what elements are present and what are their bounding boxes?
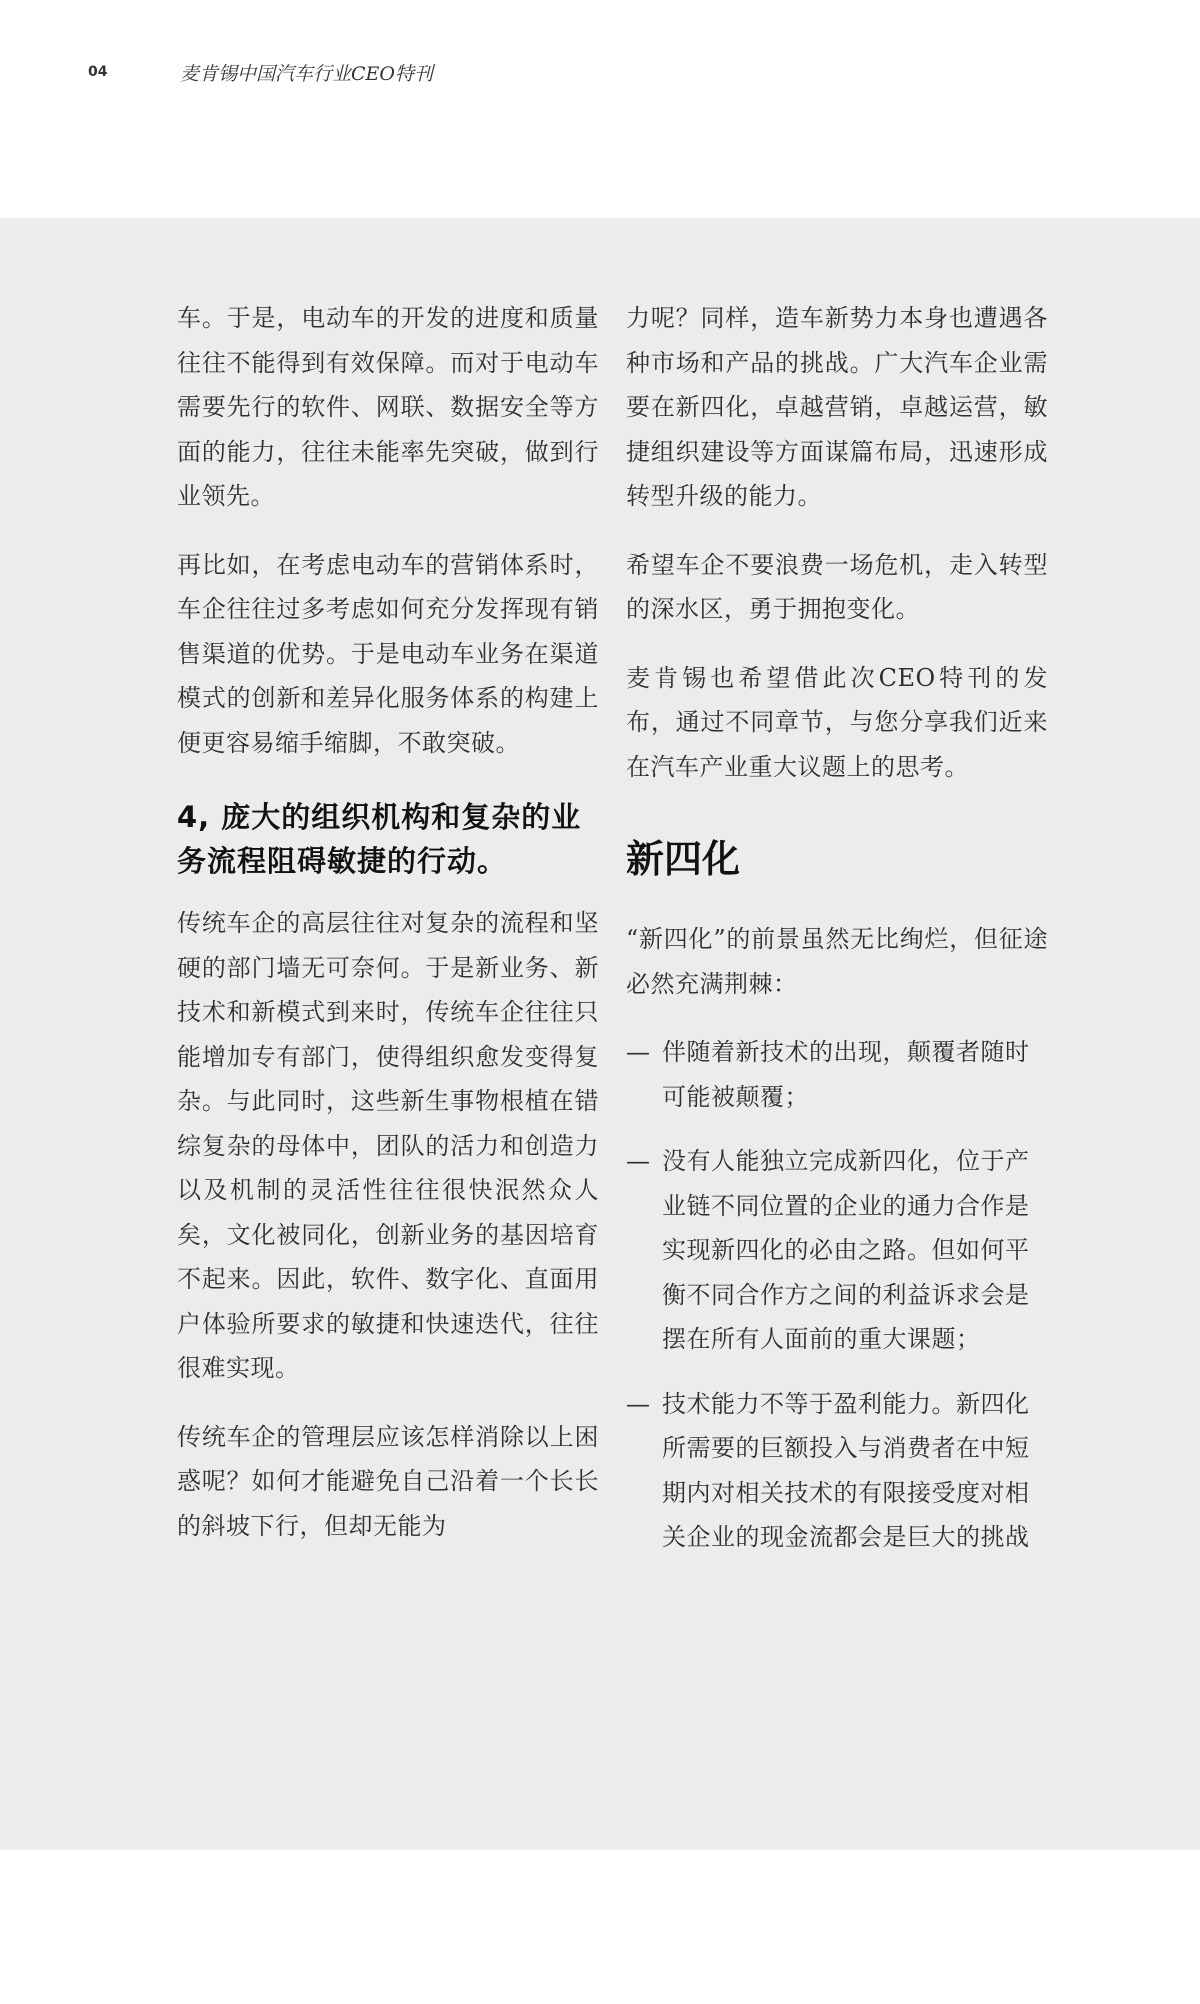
body-paragraph: 再比如，在考虑电动车的营销体系时，车企往往过多考虑如何充分发挥现有销售渠道的优势。于是电动车业务在渠道模式的创新和差异化服务体系的构建上便更容易缩手缩脚，不敢突破。 [177,550,599,757]
page-header [88,52,1200,92]
body-paragraph: 力呢？同样，造车新势力本身也遭遇各种市场和产品的挑战。广大汽车企业需要在新四化，卓越营销，卓越运营，敏捷组织建设等方面谋篇布局，迅速形成转型升级的能力。 [626,304,1048,510]
section-intro: “新四化”的前景虽然无比绚烂，但征途必然充满荆棘： [626,925,1048,998]
list-item [626,1139,1048,1362]
dash-bullet: — [626,1038,651,1066]
body-paragraph: 麦肯锡也希望借此次CEO特刊的发布，通过不同章节，与您分享我们近来在汽车产业重大议题上的思考。 [626,663,1048,781]
list-item-text: 没有人能独立完成新四化，位于产业链不同位置的企业的通力合作是实现新四化的必由之路。但如何平衡不同合作方之间的利益诉求会是摆在所有人面前的重大课题； [662,1147,1030,1353]
left-column [177,296,599,1572]
list-item [626,1030,1048,1119]
bullet-list [626,1030,1048,1560]
list-item [626,1382,1048,1560]
body-paragraph: 传统车企的管理层应该怎样消除以上困惑呢？如何才能避免自己沿着一个长长的斜坡下行，但却无能为 [177,1422,599,1540]
body-paragraph: 传统车企的高层往往对复杂的流程和坚硬的部门墙无可奈何。于是新业务、新技术和新模式到来时，传统车企往往只能增加专有部门，使得组织愈发变得复杂。与此同时，这些新生事物根植在错综复杂的母体中，团队的活力和创造力以及机制的灵活性往往很快泯然众人矣，文化被同化，创新业务的基因培育不起来。因此，软件、数字化、直面用户体验所要求的敏捷和快速迭代，往往很难实现。 [177,909,599,1382]
list-item-text: 技术能力不等于盈利能力。新四化所需要的巨额投入与消费者在中短期内对相关技术的有限接受度对相关企业的现金流都会是巨大的挑战 [662,1389,1030,1551]
dash-bullet: — [626,1147,651,1175]
section-heading: 新四化 [626,837,741,881]
right-column [626,296,1048,1580]
body-paragraph: 车。于是，电动车的开发的进度和质量往往不能得到有效保障。而对于电动车需要先行的软件、网联、数据安全等方面的能力，往往未能率先突破，做到行业领先。 [177,304,599,510]
dash-bullet: — [626,1389,651,1418]
list-item-text: 伴随着新技术的出现，颠覆者随时可能被颠覆； [662,1038,1030,1111]
publication-title: 麦肯锡中国汽车行业CEO特刊 [180,62,433,85]
subheading: 4, 庞大的组织机构和复杂的业务流程阻碍敏捷的行动。 [177,800,582,878]
article-panel [0,218,1200,1850]
body-paragraph: 希望车企不要浪费一场危机，走入转型的深水区，勇于拥抱变化。 [626,550,1048,623]
page-number: 04 [88,64,108,80]
